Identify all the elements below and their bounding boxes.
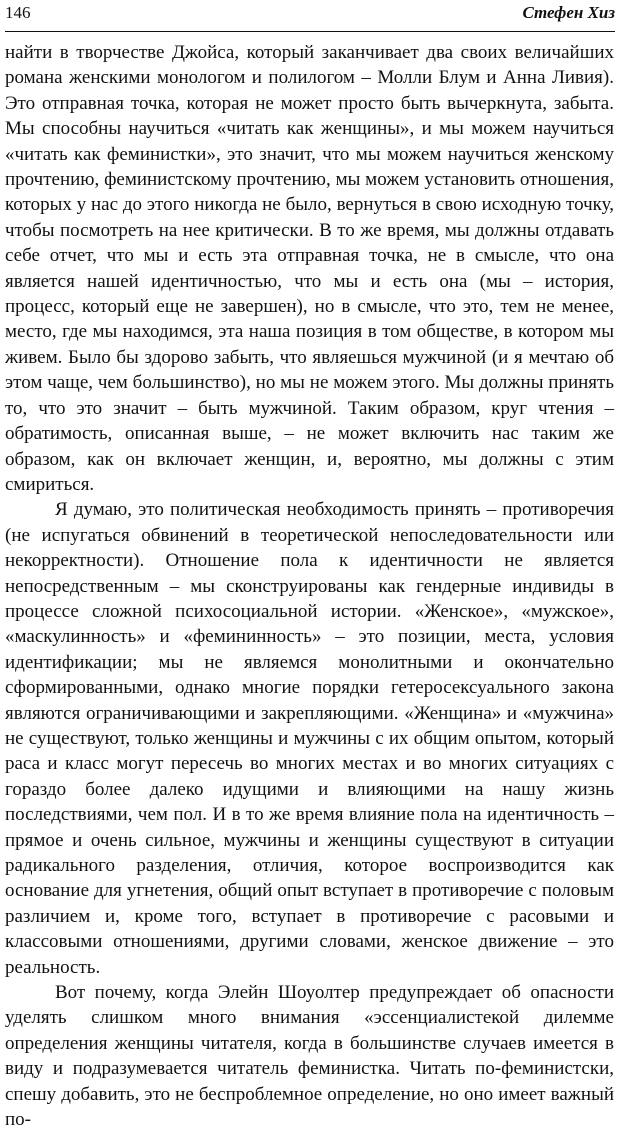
- paragraph: Я думаю, это политическая необходимость принять – противоречия (не испугаться обвинений в теоретической непоследовательности или некорректности). Отношение пола к идентичности не является непосредственным – мы сконструированы как гендерные индивиды в процессе сложной психосоциальной истории. «Женское», «мужское», «маскулинность» и «фемининность» – это позиции, места, условия идентификации; мы не являемся монолитными и окончательно сформированными, однако многие порядки гетеросексуального закона являются ограничивающими и закрепляющими. «Женщина» и «мужчина» не существуют, только женщины и мужчины с их общим опытом, который раса и класс могут пересечь во многих местах и во многих ситуациях с гораздо более далеко идущими и влияющими на нашу жизнь последствиями, чем пол. И в то же время влияние пола на идентичность – прямое и очень сильное, мужчины и женщины существуют в ситуации радикального разделения, отличия, которое воспроизводится как основание для угнетения, общий опыт вступает в противоречие с половым различием и, кроме того, вступает в противоречие с расовыми и классовыми отношениями, другими словами, женское движение – это реальность.: [5, 499, 614, 978]
- page-number: 146: [5, 3, 31, 22]
- paragraph: найти в творчестве Джойса, который заканчивает два своих величайших романа женскими монологом и полилогом – Молли Блум и Анна Ливия). Это отправная точка, которая не может просто быть вычеркнута, забыта. Мы способны научиться «читать как женщины», и мы можем научиться «читать как феминистки», это значит, что мы можем научиться женскому прочтению, феминистскому прочтению, мы можем установить отношения, которых у нас до этого никогда не было, вернуться в свою исходную точку, чтобы посмотреть на нее критически. В то же время, мы должны отдавать себе отчет, что мы и есть эта отправная точка, не в смысле, что она является нашей идентичностью, что мы и есть она (мы – история, процесс, который еще не завершен), но в смысле, что это, тем не менее, место, где мы находимся, эта наша позиция в том обществе, в котором мы живем. Было бы здорово забыть, что являешься мужчиной (и я мечтаю об этом чаще, чем большинство), но мы не можем этого. Мы должны принять то, что это значит – быть мужчиной. Таким образом, круг чтения – обратимость, описанная выше, – не может включить нас таким же образом, как он включает женщин, и, вероятно, мы должны с этим смириться.: [5, 42, 614, 495]
- paragraph: Вот почему, когда Элейн Шоуолтер предупреждает об опасности уделять слишком много внимания «эссенциалистекой дилемме определения женщины читателя, когда в большинстве случаев имеется в виду и подразумевается читатель феминистка. Читать по-феминистски, спешу добавить, это не беспроблемное определение, но оно имеет важный по-: [5, 982, 614, 1131]
- running-head-author: Стефен Хиз: [522, 3, 615, 22]
- page-header: [5, 3, 615, 32]
- body-text: [5, 40, 614, 1132]
